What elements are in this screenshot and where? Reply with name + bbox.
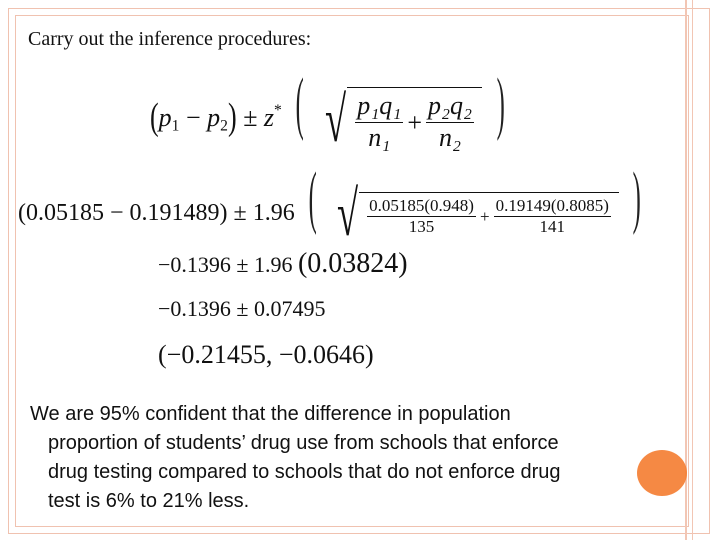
p2-symbol: p: [207, 103, 221, 132]
conclusion-paragraph: [30, 400, 670, 516]
accent-circle: [637, 450, 687, 496]
fraction-2: $\frac{\text{p₂q₂}}{\text{n₂}}$: [427, 91, 473, 153]
minus-sign: −: [185, 103, 201, 132]
fraction-2: $\frac{0.19149(0.8085)}{141}$: [495, 195, 609, 237]
difference-of-proportions: (0.05185 − 0.191489): [18, 200, 228, 226]
p1-subscript: 1: [171, 117, 180, 135]
substitution-line: [18, 158, 648, 251]
plus-sign: +: [407, 107, 422, 137]
decorative-stripe-thin: [692, 0, 693, 540]
conclusion-line: test is 6% to 21% less.: [48, 490, 250, 512]
radical-sign: √: [337, 178, 359, 250]
critical-value: ± 1.96: [233, 200, 295, 226]
plus-sign: +: [479, 206, 490, 226]
standard-error-line: [158, 248, 408, 280]
sqrt-expression: [318, 83, 482, 157]
radical-sign: √: [325, 84, 347, 156]
confidence-interval-line: [158, 340, 374, 370]
estimate-pm-z: −0.1396 ± 1.96: [158, 252, 293, 277]
open-paren: (: [150, 95, 159, 138]
fraction-1: $\frac{0.05185(0.948)}{135}$: [369, 195, 474, 237]
big-close-paren: ): [496, 65, 505, 142]
confidence-interval: (−0.21455, −0.0646): [158, 340, 374, 369]
conclusion-line: We are 95% confident that the difference in population: [30, 403, 511, 425]
sqrt-expression: [330, 177, 619, 251]
p1-symbol: p: [158, 103, 172, 132]
margin-of-error-line: [158, 296, 325, 322]
general-formula: [150, 64, 512, 157]
big-open-paren: (: [308, 159, 317, 236]
close-paren: ): [227, 95, 237, 138]
plus-minus-z: ± z: [243, 103, 274, 132]
big-close-paren: ): [632, 159, 641, 236]
p2-subscript: 2: [220, 117, 228, 135]
fraction-1: $\frac{\text{p₁q₁}}{\text{n₁}}$: [357, 91, 402, 153]
decorative-stripe: [685, 0, 687, 540]
standard-error-value: (0.03824): [297, 248, 408, 279]
big-open-paren: (: [295, 65, 305, 142]
z-star: *: [274, 102, 282, 120]
estimate-pm-margin: −0.1396 ± 0.07495: [158, 296, 326, 321]
conclusion-line: proportion of students’ drug use from schools that enforce: [48, 432, 559, 454]
conclusion-line: drug testing compared to schools that do not enforce drug: [48, 461, 561, 483]
slide-heading: Carry out the inference procedures:: [28, 28, 312, 50]
